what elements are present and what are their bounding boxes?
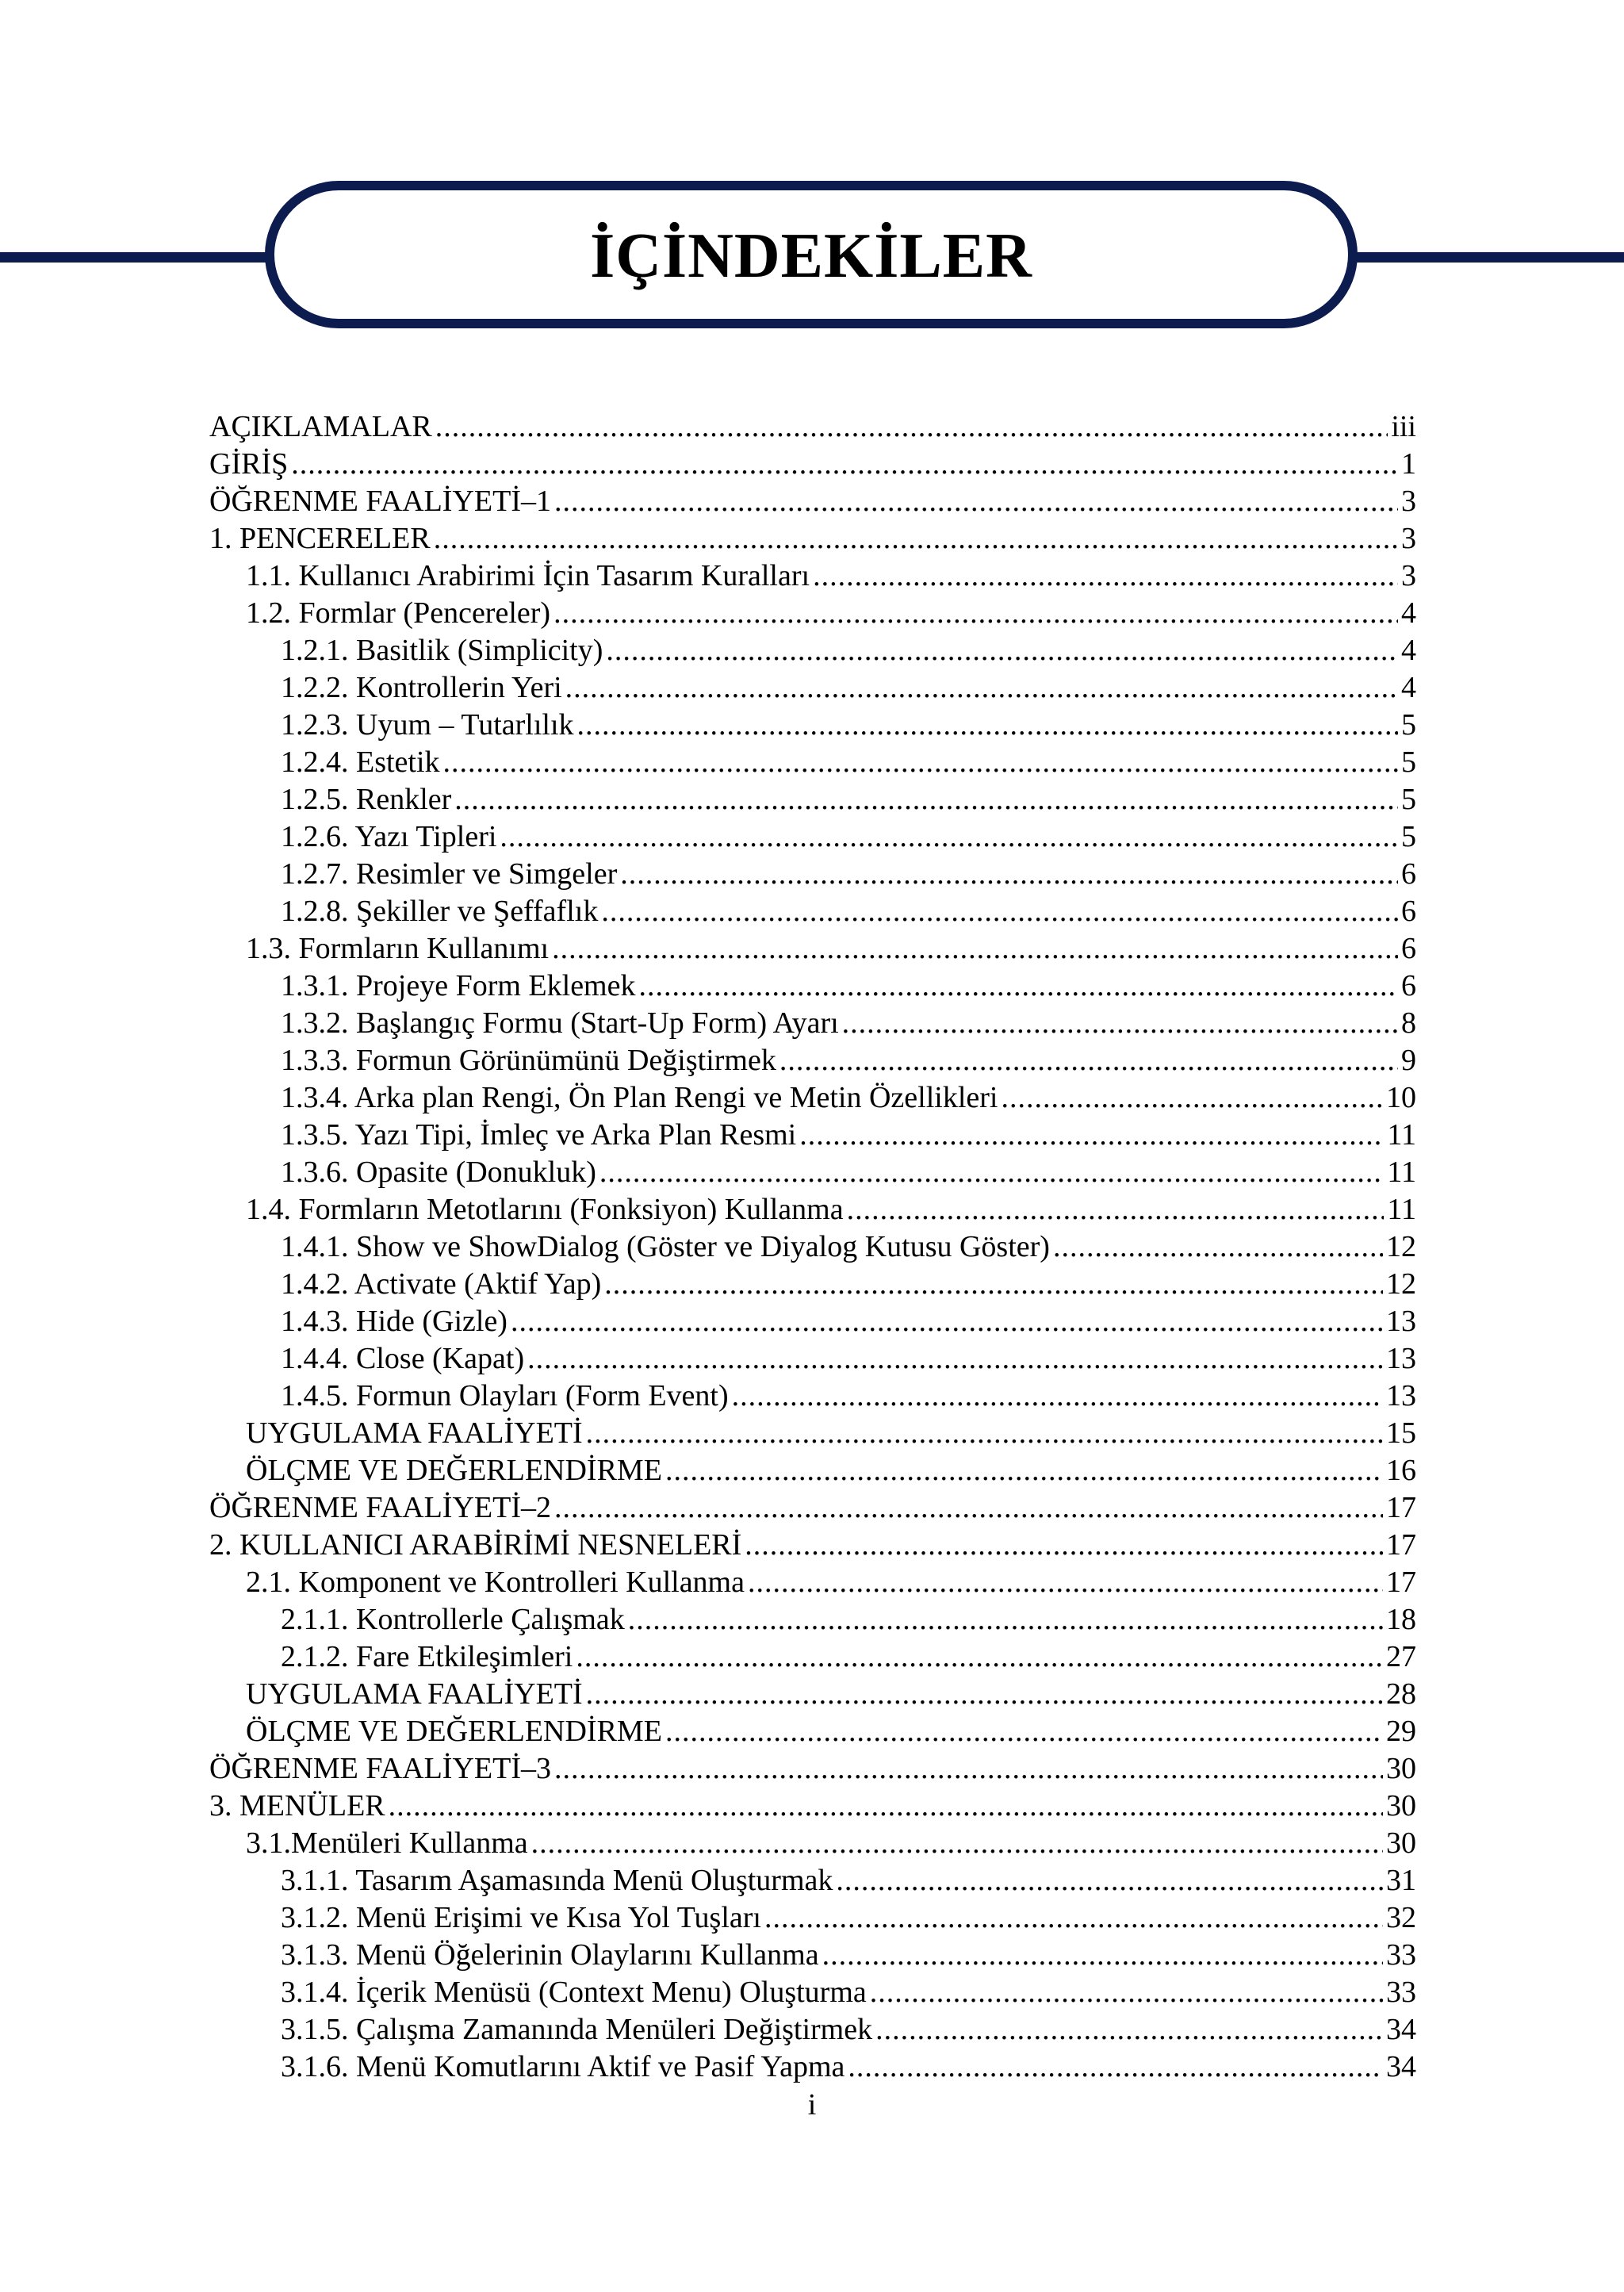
header-rule-right <box>1354 252 1624 263</box>
toc-entry-page: iii <box>1391 410 1416 443</box>
toc-entry-page: 4 <box>1401 671 1416 704</box>
toc-entry-title: 1.2.1. Basitlik (Simplicity) <box>281 634 603 667</box>
toc-entry-page: 31 <box>1386 1864 1416 1897</box>
toc-entry-page: 12 <box>1386 1267 1416 1301</box>
toc-entry[interactable] <box>209 2049 1416 2086</box>
toc-entry-page: 5 <box>1401 783 1416 816</box>
toc-dot-leader <box>870 1974 1383 2011</box>
toc-entry-title: 3.1.6. Menü Komutlarını Aktif ve Pasif Yapma <box>281 2050 845 2083</box>
toc-entry[interactable] <box>209 893 1416 930</box>
toc-entry[interactable] <box>209 1527 1416 1564</box>
toc-entry-page: 10 <box>1386 1081 1416 1114</box>
toc-dot-leader <box>291 446 1398 483</box>
title-frame <box>265 181 1358 328</box>
toc-entry[interactable] <box>209 856 1416 893</box>
toc-dot-leader <box>599 1154 1385 1191</box>
toc-entry-title: 1.2. Formlar (Pencereler) <box>246 596 551 630</box>
toc-entry[interactable] <box>209 1899 1416 1937</box>
toc-dot-leader <box>799 1117 1384 1154</box>
toc-entry-title: 1.4. Formların Metotlarını (Fonksiyon) Kullanma <box>246 1193 844 1226</box>
toc-dot-leader <box>554 1750 1383 1788</box>
toc-entry-page: 17 <box>1386 1566 1416 1599</box>
toc-entry-page: 9 <box>1401 1044 1416 1077</box>
toc-entry-title: 1.3.2. Başlangıç Formu (Start-Up Form) Ayarı <box>281 1006 839 1040</box>
toc-entry[interactable] <box>209 1601 1416 1639</box>
toc-entry-title: UYGULAMA FAALİYETİ <box>246 1416 583 1450</box>
toc-entry-title: ÖĞRENME FAALİYETİ–2 <box>209 1491 551 1524</box>
toc-entry[interactable] <box>209 1788 1416 1825</box>
toc-entry-title: 1.3.6. Opasite (Donukluk) <box>281 1156 596 1189</box>
toc-entry-title: AÇIKLAMALAR <box>209 410 432 443</box>
toc-entry[interactable] <box>209 595 1416 632</box>
toc-entry-title: 3.1.5. Çalışma Zamanında Menüleri Değiştirmek <box>281 2013 873 2046</box>
toc-dot-leader <box>389 1788 1383 1825</box>
toc-entry-title: 3. MENÜLER <box>209 1789 385 1822</box>
toc-entry-title: 1.4.4. Close (Kapat) <box>281 1342 525 1375</box>
toc-dot-leader <box>435 408 1388 446</box>
toc-entry-page: 30 <box>1386 1752 1416 1785</box>
toc-entry[interactable] <box>209 1750 1416 1788</box>
toc-entry[interactable] <box>209 1117 1416 1154</box>
toc-dot-leader <box>434 520 1398 558</box>
toc-entry-title: GİRİŞ <box>209 447 289 481</box>
toc-entry[interactable] <box>209 632 1416 669</box>
toc-entry-title: 2.1.1. Kontrollerle Çalışmak <box>281 1603 625 1636</box>
toc-entry[interactable] <box>209 1228 1416 1266</box>
toc-dot-leader <box>604 1266 1383 1303</box>
toc-entry-page: 6 <box>1401 969 1416 1002</box>
toc-dot-leader <box>745 1527 1383 1564</box>
toc-entry-page: 5 <box>1401 745 1416 779</box>
toc-dot-leader <box>531 1825 1383 1862</box>
toc-entry-title: ÖLÇME VE DEĞERLENDİRME <box>246 1715 662 1748</box>
toc-entry-title: ÖLÇME VE DEĞERLENDİRME <box>246 1454 662 1487</box>
toc-dot-leader <box>748 1564 1383 1601</box>
toc-entry-title: 1.2.2. Kontrollerin Yeri <box>281 671 562 704</box>
toc-entry-page: 34 <box>1386 2013 1416 2046</box>
toc-entry[interactable] <box>209 707 1416 744</box>
toc-dot-leader <box>553 595 1398 632</box>
toc-entry-title: 1.2.5. Renkler <box>281 783 452 816</box>
toc-entry-title: 1.3.3. Formun Görünümünü Değiştirmek <box>281 1044 776 1077</box>
toc-entry-page: 11 <box>1387 1156 1416 1189</box>
toc-entry-page: 33 <box>1386 1976 1416 2009</box>
toc-entry-title: 3.1.2. Menü Erişimi ve Kısa Yol Tuşları <box>281 1901 761 1934</box>
toc-dot-leader <box>847 1191 1385 1228</box>
toc-entry-page: 28 <box>1386 1677 1416 1711</box>
toc-dot-leader <box>554 1489 1383 1527</box>
toc-dot-leader <box>665 1452 1383 1489</box>
toc-dot-leader <box>842 1005 1398 1042</box>
toc-entry-page: 6 <box>1401 857 1416 891</box>
toc-entry-page: 15 <box>1386 1416 1416 1450</box>
toc-dot-leader <box>628 1601 1383 1639</box>
toc-entry-title: 3.1.4. İçerik Menüsü (Context Menu) Oluşturma <box>281 1976 867 2009</box>
toc-entry-page: 30 <box>1386 1826 1416 1860</box>
page-number: i <box>807 2088 817 2121</box>
toc-entry-title: 1.4.3. Hide (Gizle) <box>281 1305 508 1338</box>
toc-entry-page: 4 <box>1401 596 1416 630</box>
toc-entry[interactable] <box>209 669 1416 707</box>
toc-entry[interactable] <box>209 1974 1416 2011</box>
header-rule-left <box>0 252 270 263</box>
toc-entry-title: 1.2.3. Uyum – Tutarlılık <box>281 708 574 742</box>
toc-entry-title: 3.1.1. Tasarım Aşamasında Menü Oluşturmak <box>281 1864 833 1897</box>
toc-dot-leader <box>822 1937 1383 1974</box>
toc-entry-page: 17 <box>1386 1528 1416 1562</box>
toc-entry[interactable] <box>209 1079 1416 1117</box>
toc-entry-title: 1.2.7. Resimler ve Simgeler <box>281 857 618 891</box>
toc-entry-page: 13 <box>1386 1305 1416 1338</box>
toc-entry-title: 1.3. Formların Kullanımı <box>246 932 550 965</box>
toc-dot-leader <box>732 1378 1383 1415</box>
toc-dot-leader <box>665 1713 1383 1750</box>
toc-entry-title: 2.1. Komponent ve Kontrolleri Kullanma <box>246 1566 745 1599</box>
toc-entry[interactable] <box>209 968 1416 1005</box>
toc-entry[interactable] <box>209 1378 1416 1415</box>
toc-entry[interactable] <box>209 446 1416 483</box>
toc-entry-page: 13 <box>1386 1379 1416 1412</box>
toc-entry[interactable] <box>209 520 1416 558</box>
toc-dot-leader <box>875 2011 1383 2049</box>
toc-entry-title: UYGULAMA FAALİYETİ <box>246 1677 583 1711</box>
toc-entry-page: 32 <box>1386 1901 1416 1934</box>
toc-entry-page: 11 <box>1387 1193 1416 1226</box>
toc-entry-page: 11 <box>1387 1118 1416 1152</box>
toc-entry[interactable] <box>209 1042 1416 1079</box>
toc-entry[interactable] <box>209 483 1416 520</box>
toc-dot-leader <box>577 707 1399 744</box>
toc-entry-page: 3 <box>1401 485 1416 518</box>
toc-entry-title: 1.4.5. Formun Olayları (Form Event) <box>281 1379 729 1412</box>
toc-entry-page: 34 <box>1386 2050 1416 2083</box>
toc-entry-page: 5 <box>1401 820 1416 853</box>
toc-entry-page: 8 <box>1401 1006 1416 1040</box>
toc-entry-page: 30 <box>1386 1789 1416 1822</box>
toc-entry-title: 1.2.8. Şekiller ve Şeffaflık <box>281 895 599 928</box>
toc-entry-page: 6 <box>1401 895 1416 928</box>
toc-entry[interactable] <box>209 1452 1416 1489</box>
toc-entry[interactable] <box>209 1005 1416 1042</box>
toc-dot-leader <box>527 1340 1383 1378</box>
toc-entry-title: 2.1.2. Fare Etkileşimleri <box>281 1640 573 1673</box>
toc-entry[interactable] <box>209 781 1416 818</box>
toc-dot-leader <box>554 483 1398 520</box>
toc-dot-leader <box>638 968 1398 1005</box>
toc-entry[interactable] <box>209 818 1416 856</box>
toc-dot-leader <box>1001 1079 1383 1117</box>
toc-entry-page: 29 <box>1386 1715 1416 1748</box>
toc-entry-page: 5 <box>1401 708 1416 742</box>
toc-entry-page: 6 <box>1401 932 1416 965</box>
toc-entry-title: 1.2.4. Estetik <box>281 745 440 779</box>
toc-dot-leader <box>454 781 1398 818</box>
toc-entry-title: ÖĞRENME FAALİYETİ–3 <box>209 1752 551 1785</box>
toc-entry-page: 27 <box>1386 1640 1416 1673</box>
toc-entry[interactable] <box>209 1639 1416 1676</box>
toc-entry-title: 1.4.2. Activate (Aktif Yap) <box>281 1267 602 1301</box>
toc-dot-leader <box>764 1899 1383 1937</box>
toc-entry[interactable] <box>209 408 1416 446</box>
toc-entry[interactable] <box>209 1266 1416 1303</box>
toc-entry-title: 1.4.1. Show ve ShowDialog (Göster ve Diyalog Kutusu Göster) <box>281 1230 1050 1263</box>
toc-entry[interactable] <box>209 1191 1416 1228</box>
toc-entry-title: 3.1.Menüleri Kullanma <box>246 1826 528 1860</box>
toc-entry-title: 1.1. Kullanıcı Arabirimi İçin Tasarım Kuralları <box>246 559 810 592</box>
toc-entry[interactable] <box>209 1937 1416 1974</box>
toc-entry-title: 1.3.4. Arka plan Rengi, Ön Plan Rengi ve Metin Özellikleri <box>281 1081 998 1114</box>
toc-dot-leader <box>500 818 1398 856</box>
toc-entry-title: 1.3.1. Projeye Form Eklemek <box>281 969 636 1002</box>
page-title: İÇİNDEKİLER <box>590 220 1032 291</box>
toc-entry-page: 4 <box>1401 634 1416 667</box>
toc-dot-leader <box>836 1862 1383 1899</box>
toc-entry-title: 2. KULLANICI ARABİRİMİ NESNELERİ <box>209 1528 742 1562</box>
toc-entry[interactable] <box>209 1676 1416 1713</box>
toc-entry-page: 12 <box>1386 1230 1416 1263</box>
toc-dot-leader <box>848 2049 1383 2086</box>
toc-entry[interactable] <box>209 2011 1416 2049</box>
toc-entry-title: 1.2.6. Yazı Tipleri <box>281 820 497 853</box>
toc-entry-title: 1. PENCERELER <box>209 522 431 555</box>
toc-entry[interactable] <box>209 1564 1416 1601</box>
toc-dot-leader <box>565 669 1398 707</box>
toc-dot-leader <box>813 558 1398 595</box>
toc-dot-leader <box>511 1303 1383 1340</box>
toc-entry-page: 33 <box>1386 1938 1416 1972</box>
toc-entry-page: 3 <box>1401 559 1416 592</box>
toc-entry-title: 3.1.3. Menü Öğelerinin Olaylarını Kullanma <box>281 1938 819 1972</box>
toc-dot-leader <box>1053 1228 1383 1266</box>
toc-dot-leader <box>620 856 1398 893</box>
toc-dot-leader <box>576 1639 1383 1676</box>
toc-dot-leader <box>552 930 1398 968</box>
toc-entry-page: 3 <box>1401 522 1416 555</box>
toc-entry[interactable] <box>209 744 1416 781</box>
toc-entry-title: ÖĞRENME FAALİYETİ–1 <box>209 485 551 518</box>
toc-entry[interactable] <box>209 1154 1416 1191</box>
toc-entry-page: 13 <box>1386 1342 1416 1375</box>
toc-dot-leader <box>586 1415 1383 1452</box>
toc-entry[interactable] <box>209 1415 1416 1452</box>
toc-entry-page: 1 <box>1401 447 1416 481</box>
toc-dot-leader <box>779 1042 1398 1079</box>
toc-entry[interactable] <box>209 1862 1416 1899</box>
toc-dot-leader <box>443 744 1398 781</box>
toc-entry[interactable] <box>209 1340 1416 1378</box>
toc-dot-leader <box>601 893 1398 930</box>
toc-entry[interactable] <box>209 1303 1416 1340</box>
toc-dot-leader <box>586 1676 1383 1713</box>
toc-entry[interactable] <box>209 558 1416 595</box>
toc-dot-leader <box>606 632 1398 669</box>
toc-entry[interactable] <box>209 930 1416 968</box>
toc-entry[interactable] <box>209 1825 1416 1862</box>
toc-entry-title: 1.3.5. Yazı Tipi, İmleç ve Arka Plan Resmi <box>281 1118 797 1152</box>
toc-entry-page: 16 <box>1386 1454 1416 1487</box>
table-of-contents <box>209 408 1416 2086</box>
toc-entry-page: 17 <box>1386 1491 1416 1524</box>
toc-entry[interactable] <box>209 1713 1416 1750</box>
toc-entry-page: 18 <box>1386 1603 1416 1636</box>
toc-entry[interactable] <box>209 1489 1416 1527</box>
